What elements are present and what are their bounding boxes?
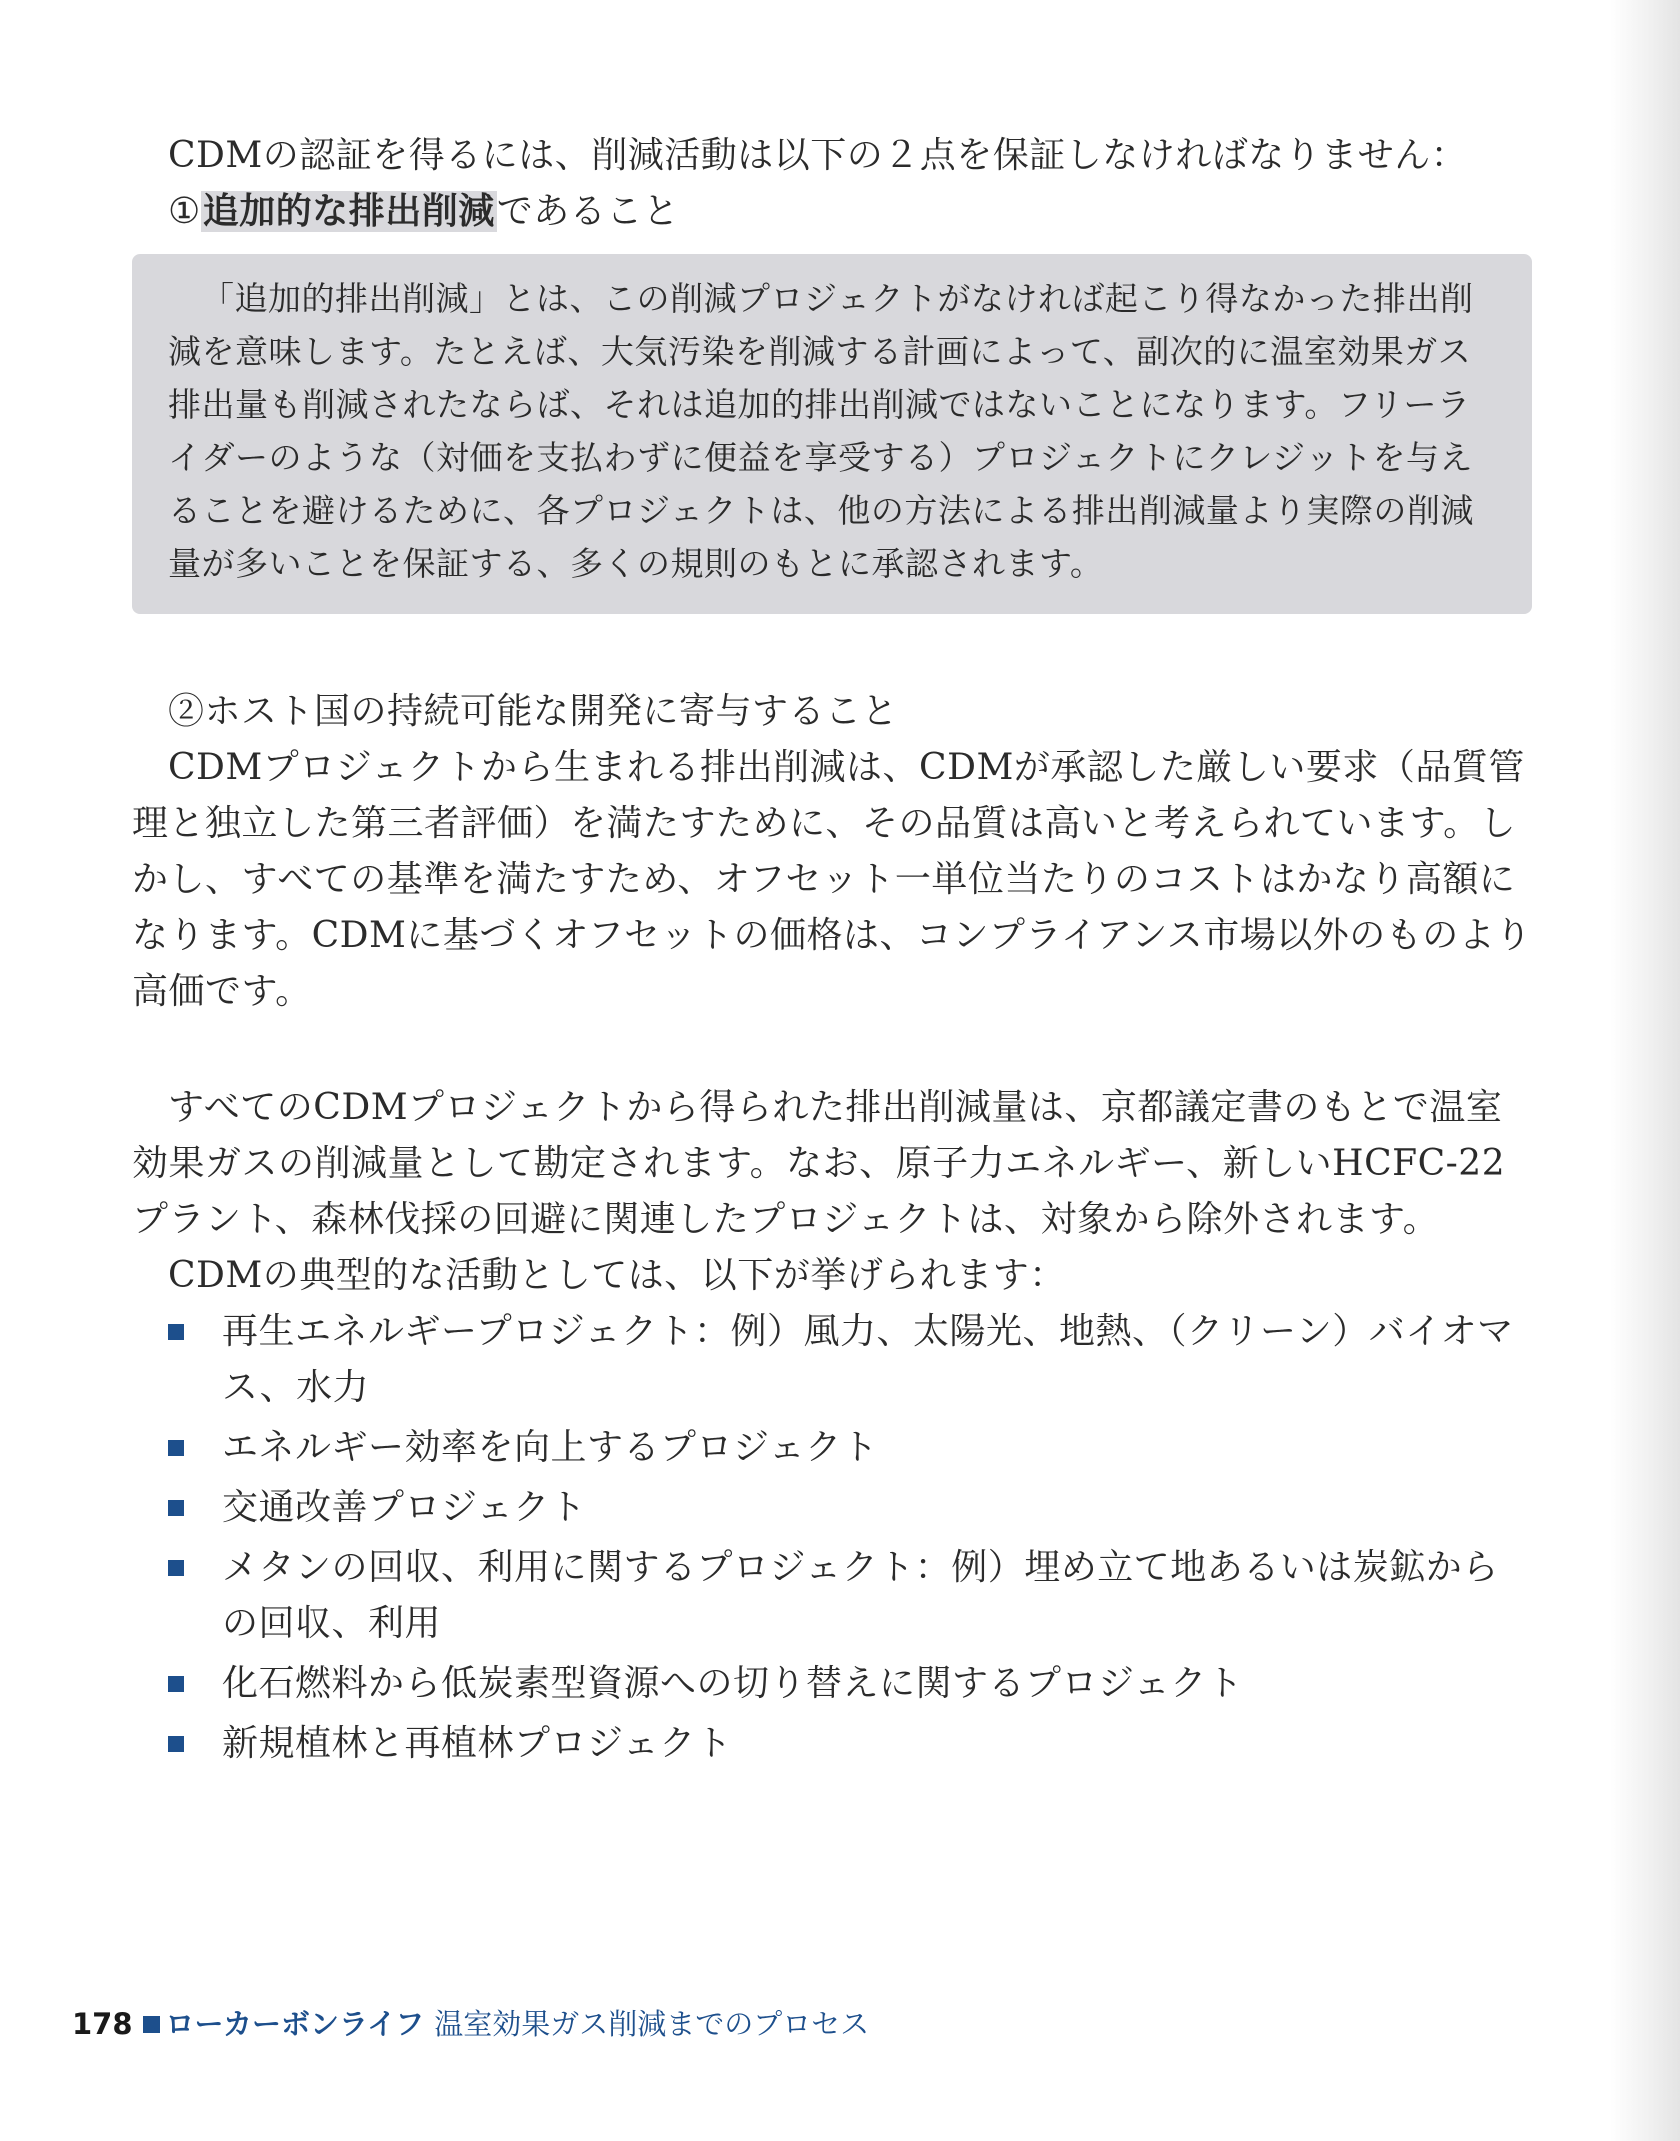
intro-paragraph: CDMの認証を得るには、削減活動は以下の２点を保証しなければなりません： [168,135,1468,176]
requirement-1-marker: ① [168,191,201,232]
list-item-text: 新規植林と再植林プロジェクト [222,1723,733,1764]
page-edge-shadow [1610,0,1680,2141]
page-number: 178 [72,2007,133,2041]
list-item-text: メタンの回収、利用に関するプロジェクト：例）埋め立て地あるいは炭鉱からの回収、利用 [222,1547,1499,1644]
activities-list [132,1304,1532,1772]
list-item-text: エネルギー効率を向上するプロジェクト [222,1427,879,1468]
bullet-square-icon [168,1736,184,1752]
list-item [132,1540,1532,1652]
list-item [132,1716,1532,1772]
bullet-square-icon [168,1676,184,1692]
additional-reduction-note-box: 「追加的排出削減」とは、この削減プロジェクトがなければ起こり得なかった排出削減を意味します。たとえば、大気汚染を削減する計画によって、副次的に温室効果ガス排出量も削減されたならば、それは追加的排出削減ではないことになります。フリーライダーのような（対価を支払わずに便益を享受する）プロジェクトにクレジットを与えることを避けるために、各プロジェクトは、他の方法による排出削減量より実際の削減量が多いことを保証する、多くの規則のもとに承認されます。 [132,254,1532,614]
bullet-square-icon [168,1500,184,1516]
list-item-text: 交通改善プロジェクト [222,1487,587,1528]
list-item [132,1304,1532,1416]
requirement-1 [168,184,1532,240]
footer-square-icon [143,2016,160,2033]
list-item [132,1480,1532,1536]
bullet-square-icon [168,1440,184,1456]
list-item-text: 再生エネルギープロジェクト：例）風力、太陽光、地熱、（クリーン）バイオマス、水力 [222,1311,1514,1408]
requirement-1-rest: であること [496,191,680,232]
list-item [132,1420,1532,1476]
bullet-square-icon [168,1324,184,1340]
list-item [132,1656,1532,1712]
list-item-text: 化石燃料から低炭素型資源への切り替えに関するプロジェクト [222,1663,1244,1704]
kyoto-paragraph: すべてのCDMプロジェクトから得られた排出削減量は、京都議定書のもとで温室効果ガスの削減量として勘定されます。なお、原子力エネルギー、新しいHCFC-22プラント、森林伐採の回避に関連したプロジェクトは、対象から除外されます。 [132,1087,1506,1240]
bullet-square-icon [168,1560,184,1576]
requirement-1-highlight: 追加的な排出削減 [202,191,495,232]
requirement-2: ②ホスト国の持続可能な開発に寄与すること [168,691,899,732]
quality-paragraph: CDMプロジェクトから生まれる排出削減は、CDMが承認した厳しい要求（品質管理と独立した第三者評価）を満たすために、その品質は高いと考えられています。しかし、すべての基準を満たすため、オフセット一単位当たりのコストはかなり高額になります。CDMに基づくオフセットの価格は、コンプライアンス市場以外のものより高価です。 [132,747,1532,1012]
activities-intro: CDMの典型的な活動としては、以下が挙げられます： [168,1255,1066,1296]
book-title: ローカーボンライフ [165,2007,425,2041]
page-body [132,128,1532,1776]
book-subtitle: 温室効果ガス削減までのプロセス [434,2007,870,2041]
page-footer [72,2006,869,2042]
